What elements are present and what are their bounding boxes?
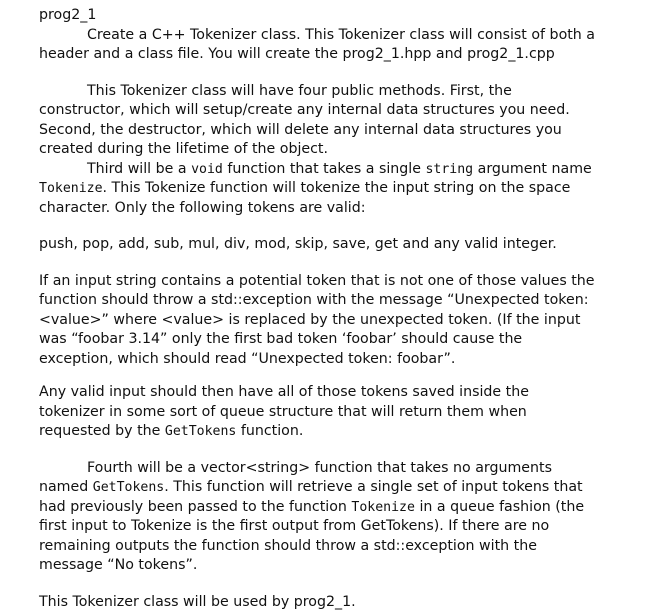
paragraph-line: remaining outputs the function should throw a std::exception with the bbox=[39, 537, 537, 554]
paragraph-line bbox=[39, 422, 629, 442]
paragraph-queue-storage bbox=[39, 383, 629, 442]
document-body bbox=[39, 6, 629, 612]
paragraph-line: first input to Tokenize is the first output from GetTokens). If there are no bbox=[39, 518, 550, 534]
paragraph-line: header and a class file. You will create the prog2_1.hpp and prog2_1.cpp bbox=[39, 46, 555, 62]
paragraph-valid-tokens bbox=[39, 235, 629, 255]
text-fragment: argument name bbox=[473, 160, 592, 177]
paragraph-line: push, pop, add, sub, mul, div, mod, skip, save, get and any valid integer. bbox=[39, 236, 557, 252]
code-gettokens: GetTokens bbox=[92, 480, 165, 495]
code-gettokens: GetTokens bbox=[164, 424, 237, 439]
paragraph-gettokens-method bbox=[39, 459, 629, 576]
paragraph-line: Any valid input should then have all of those tokens saved inside the bbox=[39, 384, 529, 400]
paragraph-line: exception, which should read “Unexpected token: foobar”. bbox=[39, 350, 456, 367]
paragraph-line: tokenizer in some sort of queue structure that will return them when bbox=[39, 403, 527, 420]
text-fragment: Third will be a bbox=[87, 160, 192, 177]
paragraph-line bbox=[39, 179, 629, 199]
paragraph-line: character. Only the following tokens are valid: bbox=[39, 199, 366, 216]
text-fragment: function. bbox=[236, 423, 304, 439]
code-void: void bbox=[191, 161, 223, 177]
paragraph-line bbox=[39, 160, 629, 180]
paragraph-line: This Tokenizer class will be used by prog2_1. bbox=[39, 593, 356, 610]
paragraph-line: Create a C++ Tokenizer class. This Tokenizer class will consist of both a bbox=[87, 26, 596, 43]
text-fragment: . This Tokenize function will tokenize the input string on the space bbox=[102, 180, 571, 196]
paragraph-line: This Tokenizer class will have four public methods. First, the bbox=[87, 82, 512, 99]
paragraph-exception-rule bbox=[39, 272, 629, 370]
text-fragment: . This function will retrieve a single set of input tokens that bbox=[164, 479, 583, 495]
text-fragment: requested by the bbox=[39, 423, 165, 439]
paragraph-line: Fourth will be a vector<string> function that takes no arguments bbox=[87, 459, 552, 476]
text-fragment: in a queue fashion (the bbox=[414, 498, 585, 515]
paragraph-line: If an input string contains a potential token that is not one of those values the bbox=[39, 272, 595, 289]
text-fragment: function that takes a single bbox=[222, 160, 426, 177]
paragraph-line bbox=[39, 478, 629, 498]
paragraph-line: message “No tokens”. bbox=[39, 557, 198, 573]
paragraph-tokenize-method bbox=[39, 160, 629, 219]
document-title: prog2_1 bbox=[39, 7, 97, 23]
paragraph-intro bbox=[39, 26, 629, 65]
paragraph-public-methods bbox=[39, 82, 629, 160]
paragraph-line: <value>” where <value> is replaced by the unexpected token. (If the input bbox=[39, 311, 581, 328]
text-fragment: had previously been passed to the function bbox=[39, 498, 352, 515]
paragraph-line: created during the lifetime of the object. bbox=[39, 141, 329, 157]
code-tokenize: Tokenize bbox=[351, 499, 415, 515]
paragraph-line bbox=[39, 498, 629, 518]
paragraph-line: constructor, which will setup/create any internal data structures you need. bbox=[39, 102, 570, 118]
text-fragment: named bbox=[39, 479, 93, 495]
paragraph-line: was “foobar 3.14” only the first bad token ‘foobar’ should cause the bbox=[39, 331, 523, 347]
code-string: string bbox=[425, 161, 474, 177]
paragraph-usage bbox=[39, 593, 629, 613]
paragraph-line: function should throw a std::exception with the message “Unexpected token: bbox=[39, 292, 589, 308]
paragraph-line: Second, the destructor, which will delete any internal data structures you bbox=[39, 121, 562, 138]
code-tokenize: Tokenize bbox=[39, 181, 103, 196]
